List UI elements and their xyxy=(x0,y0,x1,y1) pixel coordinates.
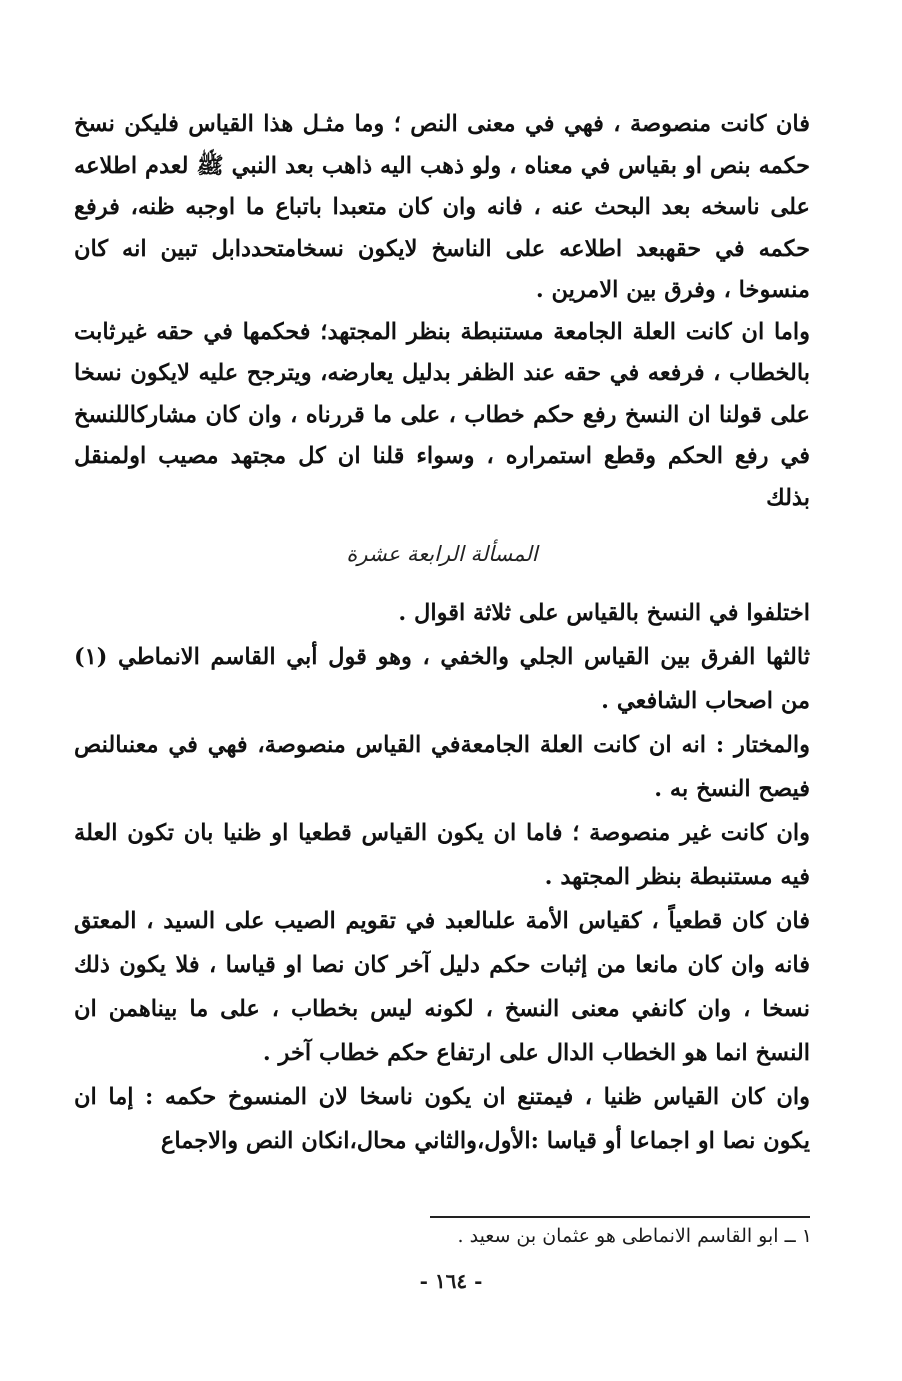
footnote-divider xyxy=(430,1216,810,1218)
section-one xyxy=(74,104,810,519)
section-heading: المسألة الرابعة عشرة xyxy=(346,542,538,566)
paragraph: اختلفوا في النسخ بالقياس على ثلاثة اقوال . xyxy=(398,600,810,626)
footnote: ١ ــ ابو القاسم الانماطى هو عثمان بن سعيد . xyxy=(457,1225,812,1247)
paragraph: واما ان كانت العلة الجامعة مستنبطة بنظر المجتهد؛ فحكمها في حقه غيرثابت بالخطاب ، فرفعه في حقه عند الظفر بدليل يعارضه، ويترجح عليه لايكون نسخا على قولنا ان النسخ رفع حكم خطاب ، على ما قررناه ، وان كان مشاركاللنسخ في رفع الحكم وقطع استمراره ، وسواء قلنا ان كل مجتهد مصيب اولمنقل بذلك xyxy=(74,318,810,511)
paragraph: فان كان قطعياً ، كقياس الأمة علىالعبد في تقويم الصيب على السيد ، المعتق فانه وان كان مانعا من إثبات حكم دليل آخر كان نصا او قياسا ، فلا يكون ذلك نسخا ، وان كانفي معنى النسخ ، لكونه ليس بخطاب ، على ما بيناهمن ان النسخ انما هو الخطاب الدال على ارتفاع حكم خطاب آخر . xyxy=(74,908,810,1066)
paragraph: والمختار : انه ان كانت العلة الجامعةفي القياس منصوصة، فهي في معنىالنص فيصح النسخ به . xyxy=(74,732,810,802)
paragraph: وان كان القياس ظنيا ، فيمتنع ان يكون ناسخا لان المنسوخ حكمه : إما ان يكون نصا او اجماعا أو قياسا :الأول،والثاني محال،انكان النص والاجماع xyxy=(74,1084,810,1154)
main-text xyxy=(74,104,810,1163)
paragraph: وان كانت غير منصوصة ؛ فاما ان يكون القياس قطعيا او ظنيا بان تكون العلة فيه مستنبطة بنظر المجتهد . xyxy=(74,820,810,890)
page-number: - ١٦٤ - xyxy=(419,1269,483,1293)
paragraph: فان كانت منصوصة ، فهي في معنى النص ؛ وما مثـل هذا القياس فليكن نسخ حكمه بنص او بقياس في معناه ، ولو ذهب اليه ذاهب بعد النبي ﷺ لعدم اطلاعه على ناسخه بعد البحث عنه ، فانه وان كان متعبدا باتباع ما اوجبه ظنه، فرفع حكمه في حقهبعد اطلاعه على الناسخ لايكون نسخامتحددابل تبين انه كان منسوخا ، وفرق بين الامرين . xyxy=(74,111,810,303)
paragraph: ثالثها الفرق بين القياس الجلي والخفي ، وهو قول أبي القاسم الانماطي (١) من اصحاب الشافعي . xyxy=(74,644,810,714)
section-two xyxy=(74,591,810,1163)
